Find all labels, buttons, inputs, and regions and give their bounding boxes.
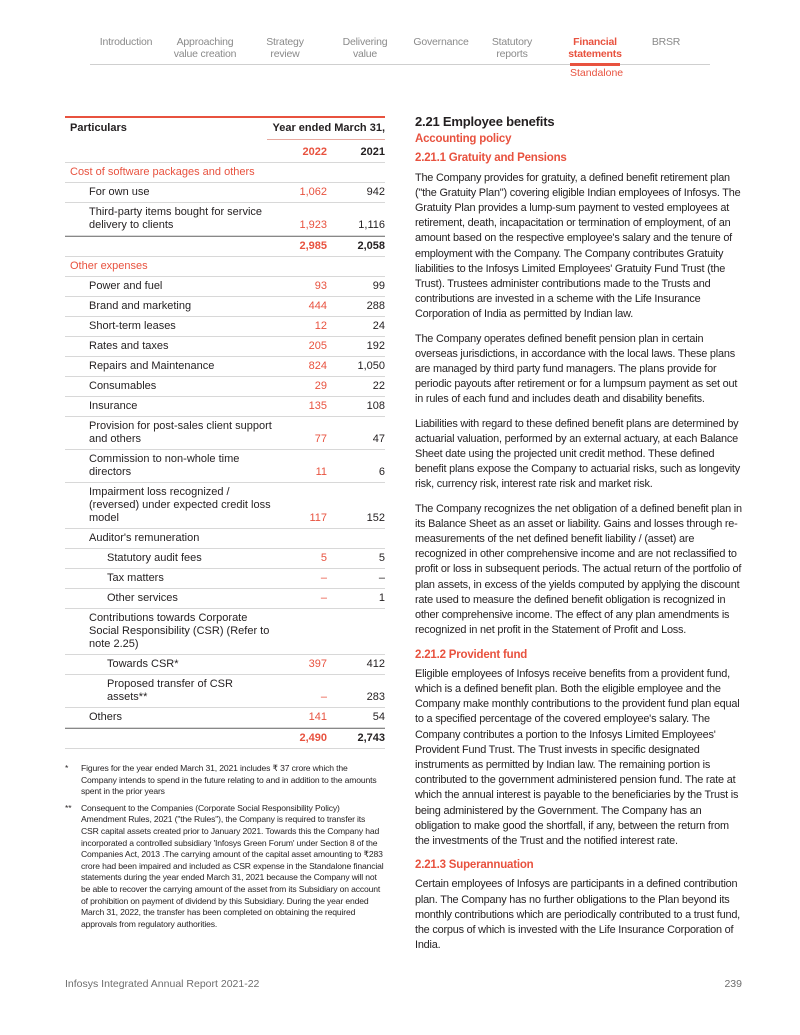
table-row <box>65 483 385 529</box>
value-2021: 5 <box>378 552 385 564</box>
heading: 2.21.1 Gratuity and Pensions <box>415 152 567 165</box>
total-row <box>65 236 385 257</box>
row-label: Third-party items bought for service delivery to clients <box>89 206 263 231</box>
page-number: 239 <box>724 978 742 991</box>
value-2021: 283 <box>366 691 385 703</box>
row-label: Towards CSR* <box>107 658 179 670</box>
table-row <box>65 357 385 377</box>
year-header-row <box>65 143 385 163</box>
table-row <box>65 377 385 397</box>
value-2021: 192 <box>366 340 385 352</box>
paragraph: The Company provides for gratuity, a defined benefit retirement plan ("the Gratuity Plan") covering eligible Indian employees of Infosys. The Gratuity Plan provides a lump-sum payment to vested employees at retirement, death, incapacitation or termination of employment, of an amount based on the respective employee's salary and the tenure of employment with the Company. The Company contributes Gratuity liabilities to the Infosys Limited Employees' Gratuity Fund Trust (the Trust). Trustees administer contributions made to the Trusts and contributions are invested in a scheme with the Life Insurance Corporation of India as permitted by Indian law. <box>415 171 741 321</box>
value-2021: 47 <box>372 433 385 445</box>
paragraph: Eligible employees of Infosys receive benefits from a provident fund, which is a defined benefit plan. Both the eligible employee and the Company make monthly contributions to the provident fund plan equal to a specified percentage of the covered employee's salary. The Company contributes a portion to the Infosys Limited Employees' Provident Fund Trust. The Trust invests in specific designated instruments as permitted by Indian law. The remaining portion is contributed to the government administered pension fund. The rate at which the annual interest is payable to the beneficiaries by the Trust is being administered by the Government. The Company has an obligation to make good the shortfall, if any, between the return from the investments of the Trust and the notified interest rate. <box>415 667 740 847</box>
value-2021: 2,058 <box>357 240 385 252</box>
row-label: Others <box>89 711 123 723</box>
footer <box>0 962 800 1010</box>
footnotes <box>65 763 385 930</box>
heading: 2.21.2 Provident fund <box>415 648 528 661</box>
row-label: Impairment loss recognized / (reversed) under expected credit loss model <box>89 486 271 524</box>
table-row <box>65 297 385 317</box>
row-label: Provision for post-sales client support and others <box>89 420 272 445</box>
value-2021: 22 <box>372 380 385 392</box>
value-2021: 412 <box>366 658 385 670</box>
table-row <box>65 203 385 236</box>
row-label: Consumables <box>89 380 157 392</box>
value-2022: 77 <box>314 433 327 445</box>
value-2022: 93 <box>314 280 327 292</box>
row-label: Proposed transfer of CSR assets** <box>107 678 233 703</box>
value-2021: 24 <box>372 320 385 332</box>
footnote <box>65 763 385 798</box>
table-row <box>65 655 385 675</box>
nav-sub-standalone[interactable]: Standalone <box>570 67 624 79</box>
value-2022: 1,923 <box>299 219 327 231</box>
footnote-marker: * <box>65 763 69 773</box>
row-label: Power and fuel <box>89 280 163 292</box>
row-label: Commission to non-whole time directors <box>89 453 240 478</box>
nav-financial-statements[interactable]: Financial statements <box>568 36 622 60</box>
header-2022: 2022 <box>302 146 327 158</box>
value-2022: 11 <box>315 466 327 478</box>
row-label: Brand and marketing <box>89 300 192 312</box>
employee-benefits-section <box>415 114 742 962</box>
row-label: Statutory audit fees <box>107 552 202 564</box>
section-nav <box>90 36 710 66</box>
footnote-marker: ** <box>65 802 72 813</box>
nav-introduction[interactable]: Introduction <box>99 36 153 48</box>
value-2022: 2,490 <box>299 732 327 744</box>
table-header <box>65 118 385 143</box>
value-2022: 12 <box>314 320 327 332</box>
table-row <box>65 589 385 609</box>
value-2022: 824 <box>308 360 327 372</box>
value-2021: 99 <box>372 280 385 292</box>
paragraph: Certain employees of Infosys are participants in a defined contribution plan. The Company has no further obligations to the Plan beyond its monthly contributions which are periodically contributed to a trust fund, the corpus of which is invested with the Life Insurance Corporation of India. <box>415 878 741 952</box>
table-row <box>65 397 385 417</box>
section-row <box>65 163 385 183</box>
table-row <box>65 317 385 337</box>
table-row <box>65 337 385 357</box>
value-2021: 54 <box>372 711 385 723</box>
row-label: Auditor's remuneration <box>89 532 200 544</box>
value-2022: 444 <box>308 300 327 312</box>
value-2021: 152 <box>366 512 385 524</box>
section-row <box>65 257 385 277</box>
value-2022: 1,062 <box>299 186 327 198</box>
paragraph: The Company operates defined benefit pension plan in certain overseas jurisdictions, in accordance with the local laws. These plans are managed by third party fund managers. The plans provide for periodic payouts after retirement or for a lumpsum payment as set out in rules of each fund and includes death and disability benefits. <box>415 332 738 406</box>
table-row <box>65 277 385 297</box>
row-label: Contributions towards Corporate Social Responsibility (CSR) (Refer to note 2.25) <box>89 612 270 650</box>
value-2021: 108 <box>366 400 385 412</box>
footnote <box>65 803 385 931</box>
row-label: Rates and taxes <box>89 340 169 352</box>
table-row <box>65 529 385 549</box>
value-2022: – <box>320 691 327 703</box>
value-2022: 117 <box>309 512 327 524</box>
table-row <box>65 417 385 450</box>
footnote-text: Figures for the year ended March 31, 2021 includes ₹ 37 crore which the Company intends to spend in the future relating to and in addition to the amounts spent in the prior years <box>81 763 377 797</box>
row-label: Other services <box>107 592 178 604</box>
left-column <box>65 114 385 935</box>
nav-delivering-value[interactable]: Delivering value <box>342 36 388 60</box>
value-2021: 1 <box>378 592 385 604</box>
heading: Accounting policy <box>415 133 512 146</box>
header-2021: 2021 <box>360 146 385 158</box>
value-2021: 1,050 <box>357 360 385 372</box>
table-row <box>65 675 385 708</box>
paragraph: Liabilities with regard to these defined benefit plans are determined by actuarial valuation, performed by an external actuary, at each Balance Sheet date using the projected unit credit method. These defined benefit plans expose the Company to actuarial risks, such as longevity risk, currency risk, interest rate risk and market risk. <box>415 417 741 491</box>
footnote-text: Consequent to the Companies (Corporate Social Responsibility Policy) Amendment Rules, 2021 ("the Rules"), the Company is required to transfer its CSR capital assets created prior to January 2021. Towards this the Company had incorporated a controlled subsidiary 'Infosys Green Forum' under Section 8 of the Companies Act, 2013 .The carrying amount of the capital asset amounting to ₹283 crore had been impaired and included as CSR expense in the Standalone financial statements during the year ended March 31, 2021 because the Company will not be able to recover the carrying amount of the asset from its Subsidiary on account of prohibition on payment of dividend by this Subsidiary. During the year ended March 31, 2022, the transfer has been completed on obtaining the required approvals from regulatory authorities. <box>81 802 384 929</box>
value-2021: 288 <box>366 300 385 312</box>
row-label: Insurance <box>89 400 138 412</box>
header-year: Year ended March 31, <box>267 122 385 140</box>
table-row <box>65 450 385 483</box>
nav-approaching-value-creation[interactable]: Approaching value creation <box>173 36 237 60</box>
heading: 2.21.3 Superannuation <box>415 859 534 872</box>
value-2021: – <box>378 572 385 584</box>
table-row <box>65 549 385 569</box>
nav-brsr[interactable]: BRSR <box>651 36 681 48</box>
row-label: Cost of software packages and others <box>70 166 255 178</box>
value-2021: 2,743 <box>357 732 385 744</box>
value-2021: 942 <box>366 186 385 198</box>
table-row <box>65 183 385 203</box>
table-row <box>65 609 385 655</box>
value-2021: 1,116 <box>358 219 385 231</box>
row-label: Repairs and Maintenance <box>89 360 215 372</box>
row-label: Short-term leases <box>89 320 176 332</box>
value-2022: 205 <box>308 340 327 352</box>
value-2022: – <box>320 572 327 584</box>
total-row <box>65 728 385 749</box>
active-indicator <box>570 63 620 66</box>
expenses-table <box>65 116 385 749</box>
value-2022: 2,985 <box>299 240 327 252</box>
row-label: For own use <box>89 186 150 198</box>
heading: 2.21 Employee benefits <box>415 114 555 129</box>
value-2022: 29 <box>314 380 327 392</box>
footer-title: Infosys Integrated Annual Report 2021-22 <box>65 978 260 991</box>
value-2022: 5 <box>320 552 327 564</box>
value-2022: 397 <box>308 658 327 670</box>
value-2021: 6 <box>378 466 385 478</box>
row-label: Tax matters <box>107 572 164 584</box>
nav-strategy-review[interactable]: Strategy review <box>266 36 304 60</box>
table-row <box>65 708 385 728</box>
nav-statutory-reports[interactable]: Statutory reports <box>491 36 533 60</box>
value-2022: 135 <box>308 400 327 412</box>
nav-governance[interactable]: Governance <box>413 36 469 48</box>
table-row <box>65 569 385 589</box>
value-2022: 141 <box>308 711 327 723</box>
paragraph: The Company recognizes the net obligation of a defined benefit plan in its Balance Sheet as an asset or liability. Gains and losses through re-measurements of the net defined benefit liability / (asset) are recognized in other comprehensive income and are not reclassified to profit or loss in subsequent periods. The actual return of the portfolio of plan assets, in excess of the yields computed by applying the discount rate used to measure the defined benefit obligation is recognized in other comprehensive income. The effect of any plan amendments is recognized in net profit in the Statement of Profit and Loss. <box>415 502 742 637</box>
row-label: Other expenses <box>70 260 148 272</box>
header-particulars: Particulars <box>70 122 127 134</box>
value-2022: – <box>320 592 327 604</box>
